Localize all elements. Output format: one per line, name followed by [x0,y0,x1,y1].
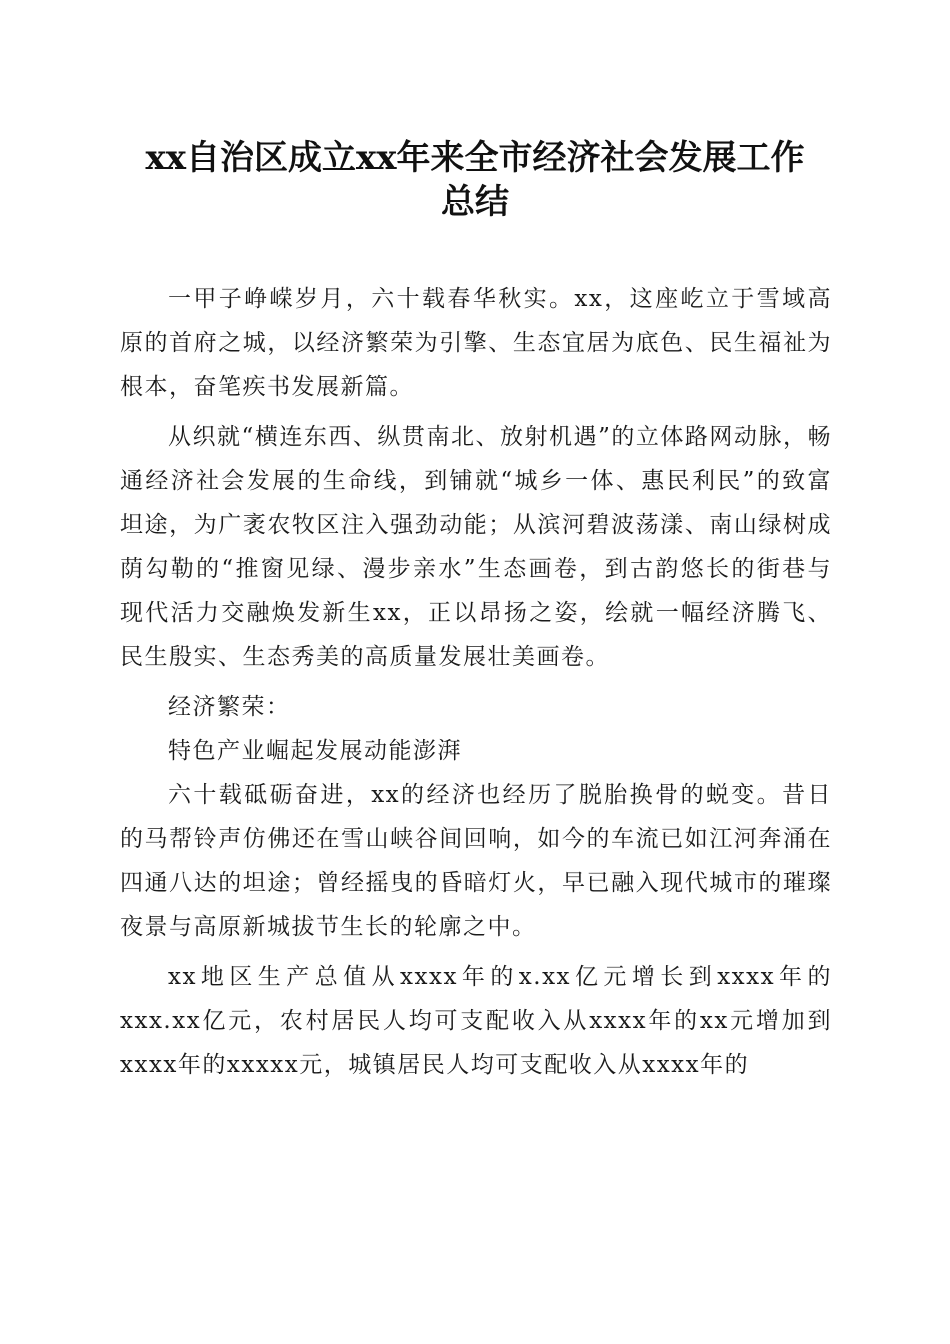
paragraph-intro: 一甲子峥嵘岁月，六十载春华秋实。xx，这座屹立于雪域高原的首府之城，以经济繁荣为引擎、生态宜居为底色、民生福祉为根本，奋笔疾书发展新篇。 [120,286,832,400]
section-subheading: 特色产业崛起发展动能澎湃 [168,738,462,764]
section-heading: 经济繁荣： [168,694,291,720]
document-body [120,277,832,1087]
document-title [110,136,840,224]
paragraph-overview: 从织就“横连东西、纵贯南北、放射机遇”的立体路网动脉，畅通经济社会发展的生命线，到铺就“城乡一体、惠民利民”的致富坦途，为广袤农牧区注入强劲动能；从滨河碧波荡漾、南山绿树成荫勾勒的“推窗见绿、漫步亲水”生态画卷，到古韵悠长的街巷与现代活力交融焕发新生xx，正以昂扬之姿，绘就一幅经济腾飞、民生殷实、生态秀美的高质量发展壮美画卷。 [120,424,832,670]
paragraph-statistics: xx地区生产总值从xxxx年的x.xx亿元增长到xxxx年的xxx.xx亿元，农村居民人均可支配收入从xxxx年的xx元增加到xxxx年的xxxxx元，城镇居民人均可支配收入从xxxx年的 [120,964,832,1078]
title-line-1: xx自治区成立xx年来全市经济社会发展工作 [145,138,805,178]
title-line-2: 总结 [441,182,509,222]
paragraph-economy: 六十载砥砺奋进，xx的经济也经历了脱胎换骨的蜕变。昔日的马帮铃声仿佛还在雪山峡谷间回响，如今的车流已如江河奔涌在四通八达的坦途；曾经摇曳的昏暗灯火，早已融入现代城市的璀璨夜景与高原新城拔节生长的轮廓之中。 [120,782,832,940]
